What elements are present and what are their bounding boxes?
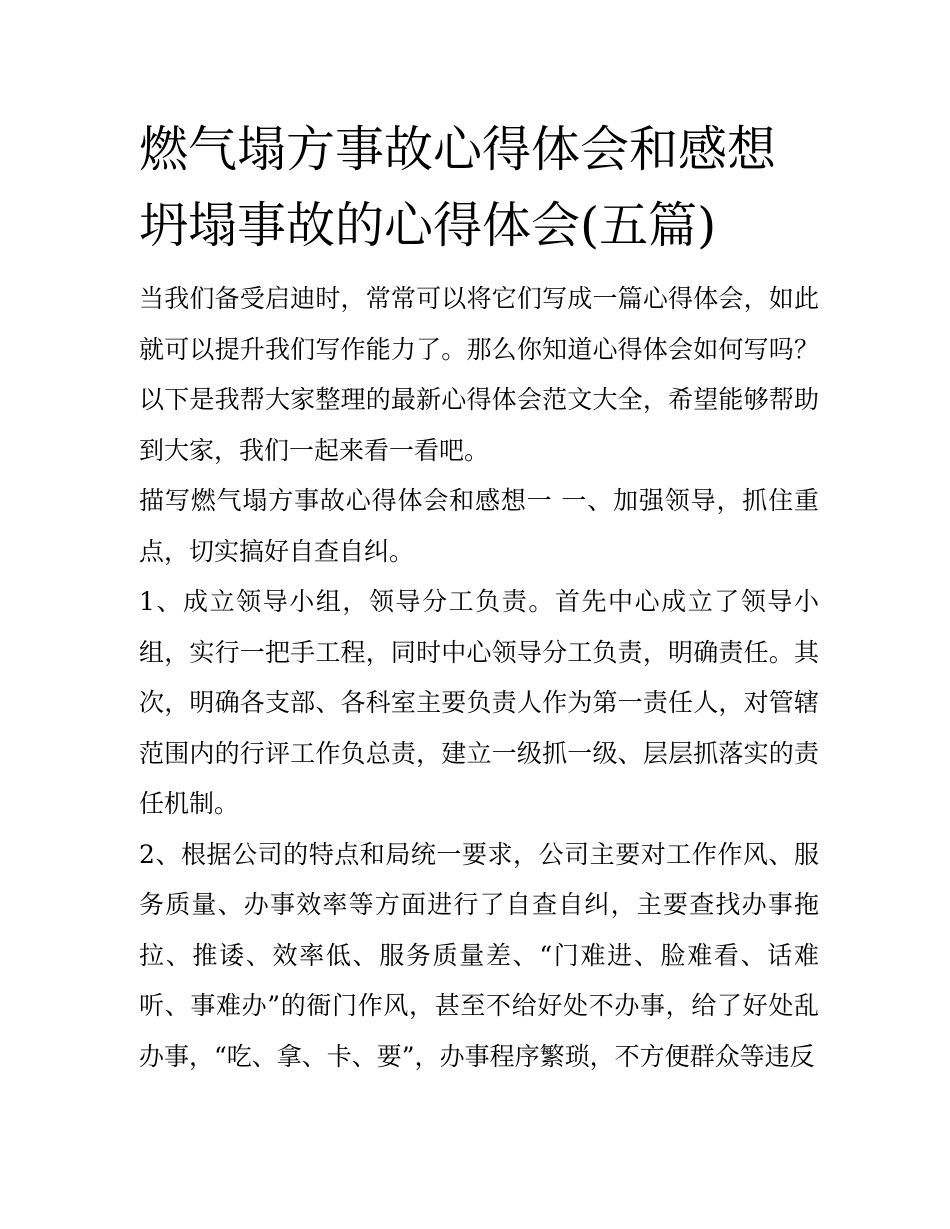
document-body — [139, 112, 819, 1082]
document-title: 燃气塌方事故心得体会和感想坍塌事故的心得体会(五篇) — [139, 121, 777, 254]
intro-paragraph: 当我们备受启迪时，常常可以将它们写成一篇心得体会，如此就可以提升我们写作能力了。那么你知道心得体会如何写吗？以下是我帮大家整理的最新心得体会范文大全，希望能够帮助到大家，我们一起来看一看吧。 — [139, 284, 819, 465]
item-2-paragraph: 2、根据公司的特点和局统一要求，公司主要对工作作风、服务质量、办事效率等方面进行了自查自纠，主要查找办事拖拉、推诿、效率低、服务质量差、“门难进、脸难看、话难听、事难办”的衙门作风，甚至不给好处不办事，给了好处乱办事，“吃、拿、卡、要”，办事程序繁琐，不方便群众等违反 — [139, 839, 819, 1071]
item-1-paragraph: 1、成立领导小组，领导分工负责。首先中心成立了领导小组，实行一把手工程，同时中心领导分工负责，明确责任。其次，明确各支部、各科室主要负责人作为第一责任人，对管辖范围内的行评工作负总责，建立一级抓一级、层层抓落实的责任机制。 — [139, 587, 819, 818]
section-heading-paragraph: 描写燃气塌方事故心得体会和感想一 一、加强领导，抓住重点，切实搞好自查自纠。 — [139, 486, 819, 566]
